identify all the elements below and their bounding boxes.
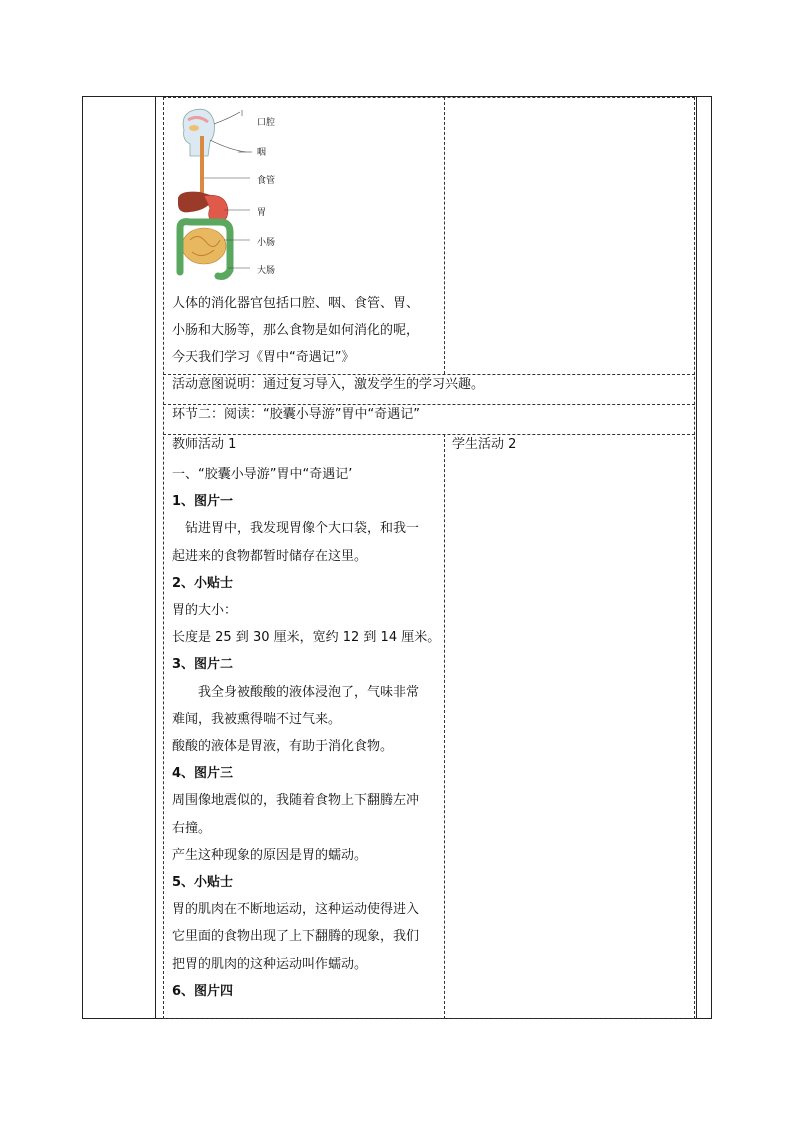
teacher-line: 5、小贴士	[172, 875, 234, 890]
teacher-line: 把胃的肌肉的这种运动叫作蠕动。	[172, 956, 368, 972]
tongue-shape	[189, 125, 199, 131]
label-esophagus: 食管	[257, 176, 276, 186]
teacher-line: 我全身被酸酸的液体浸泡了，气味非常	[172, 684, 420, 700]
intro-line-3: 今天我们学习《胃中“奇遇记”》	[172, 350, 355, 365]
teacher-line: 6、图片四	[172, 983, 234, 999]
section-two-title: 环节二：阅读：“胶囊小导游”胃中“奇遇记”	[172, 407, 420, 422]
teacher-line: 3、图片二	[172, 657, 234, 673]
esophagus-shape	[200, 136, 204, 198]
dashed-divider-top	[444, 97, 445, 374]
column-divider-right	[696, 96, 697, 1019]
pointer-extensions	[228, 100, 258, 280]
teacher-line: 它里面的食物出现了上下翻腾的现象，我们	[172, 929, 420, 945]
teacher-line: 起进来的食物都暂时储存在这里。	[172, 548, 368, 564]
intro-line-2: 小肠和大肠等，那么食物是如何消化的呢，	[172, 323, 420, 338]
teacher-line: 长度是 25 到 30 厘米，宽约 12 到 14 厘米。	[172, 630, 441, 646]
label-stomach: 胃	[257, 208, 267, 218]
dashed-divider-bottom	[444, 434, 445, 1019]
teacher-line: 一、“胶囊小导游”胃中“奇遇记’	[172, 467, 353, 482]
teacher-line: 周围像地震似的，我随着食物上下翻腾左冲	[172, 793, 420, 809]
teacher-line: 右撞。	[172, 820, 212, 836]
label-large-intestine: 大肠	[257, 266, 276, 276]
column-divider-left	[155, 96, 156, 1019]
teacher-line: 1、图片一	[172, 494, 234, 510]
teacher-line: 钻进胃中，我发现胃像个大口袋，和我一	[172, 521, 420, 537]
student-activity-header: 学生活动 2	[452, 437, 517, 452]
label-small-intestine: 小肠	[257, 238, 276, 248]
teacher-line: 4、图片三	[172, 766, 234, 782]
activity-intent: 活动意图说明：通过复习导入，激发学生的学习兴趣。	[172, 377, 485, 392]
teacher-line: 胃的肌肉在不断地运动，这种运动使得进入	[172, 902, 420, 918]
small-intestine-shape	[182, 228, 226, 264]
teacher-line: 胃的大小：	[172, 603, 238, 618]
teacher-line: 难闻，我被熏得喘不过气来。	[172, 711, 342, 727]
label-mouth: 口腔	[257, 118, 276, 128]
label-pharynx: 咽	[257, 148, 267, 158]
intro-line-1: 人体的消化器官包括口腔、咽、食管、胃、	[172, 296, 420, 311]
dashed-row-line-3	[163, 434, 695, 435]
teacher-line: 酸酸的液体是胃液，有助于消化食物。	[172, 739, 394, 754]
teacher-line: 2、小贴士	[172, 575, 234, 591]
teacher-activity-header: 教师活动 1	[172, 437, 237, 452]
teacher-line: 产生这种现象的原因是胃的蠕动。	[172, 847, 368, 863]
